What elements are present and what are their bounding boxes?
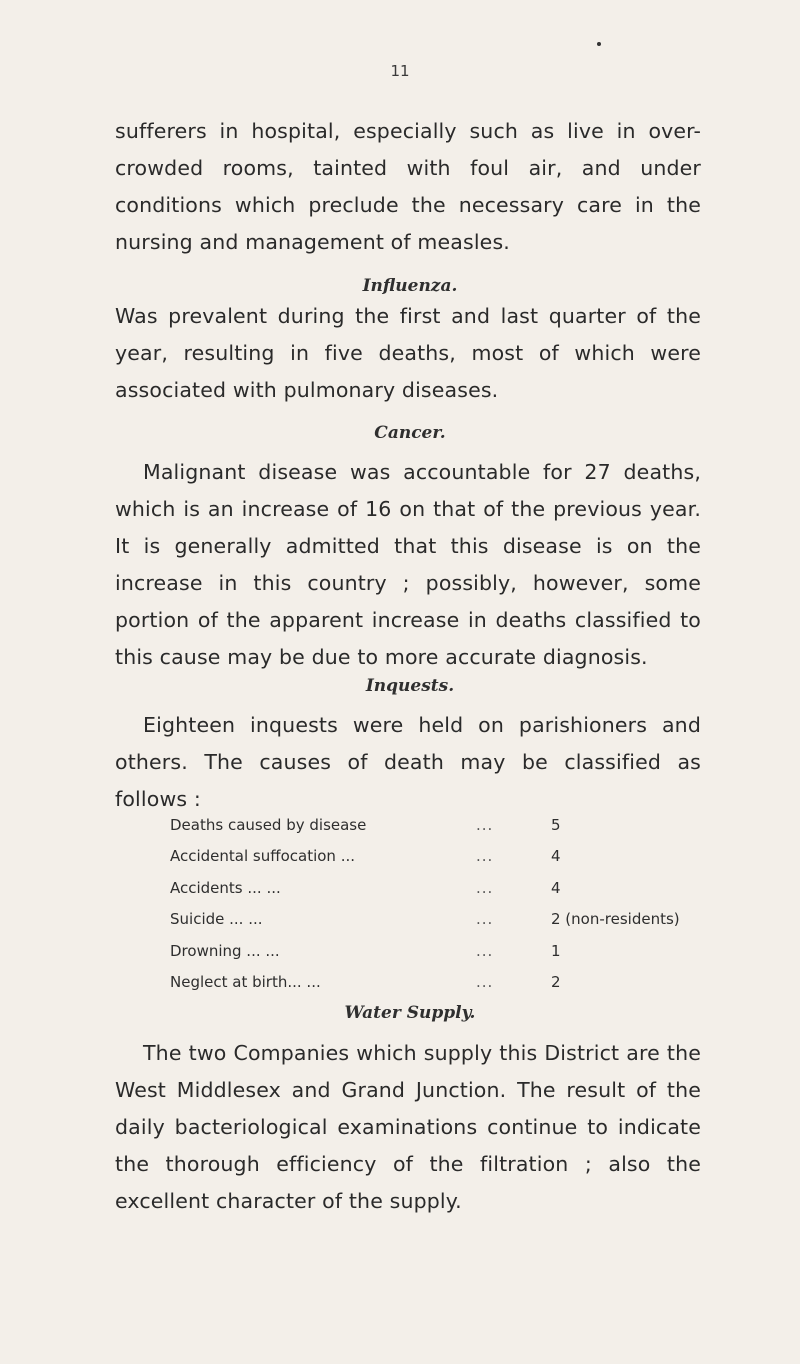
dot-leader: ... — [476, 847, 494, 866]
dot-leader: ... — [476, 973, 494, 992]
cause-label: Suicide ... ... — [170, 910, 263, 929]
heading-influenza — [0, 276, 800, 296]
ink-speck — [597, 42, 601, 46]
cause-count: 4 — [551, 847, 561, 866]
dot-leader: ... — [476, 910, 494, 929]
heading-water-supply — [0, 1003, 800, 1023]
dot-leader: ... — [476, 941, 494, 960]
influenza-paragraph: Was prevalent during the first and last quarter of the year, resulting in five deaths, most of which were associated with pulmonary diseases. — [115, 304, 701, 402]
inquest-causes-table — [170, 809, 796, 998]
cancer-paragraph: Malignant disease was accountable for 27 deaths, which is an increase of 16 on that of the previous year. It is generally admitted that this disease is on the increase in this country ; possibly, however, some portion of the apparent increase in deaths classified to this cause may be due to more accurate diagnosis. — [115, 460, 701, 669]
page-number: 11 — [390, 62, 410, 80]
water-supply-paragraph: The two Companies which supply this District are the West Middlesex and Grand Junction. The result of the daily bacteriological examinations continue to indicate the thorough efficiency of the filtration ; also the excellent character of the supply. — [115, 1041, 701, 1213]
cause-count: 2 (non-residents) — [551, 910, 680, 929]
heading-inquests — [0, 676, 800, 696]
cause-label: Drowning ... ... — [170, 941, 280, 960]
heading-cancer-text: Cancer. — [374, 423, 446, 443]
table-row — [170, 904, 796, 936]
heading-water-supply-text: Water Supply. — [344, 1003, 476, 1023]
table-row — [170, 967, 796, 999]
cause-label: Accidental suffocation ... — [170, 847, 356, 866]
cause-count: 2 — [551, 973, 561, 992]
table-row — [170, 935, 796, 967]
inquests-paragraph: Eighteen inquests were held on parishioners and others. The causes of death may be classified as follows : — [115, 713, 701, 811]
intro-paragraph: sufferers in hospital, especially such as live in over-crowded rooms, tainted with foul air, and under conditions which preclude the necessary care in the nursing and management of measles. — [115, 119, 701, 254]
heading-cancer — [0, 423, 800, 443]
heading-influenza-text: Influenza. — [362, 276, 458, 296]
heading-inquests-text: Inquests. — [365, 676, 455, 696]
cause-label: Deaths caused by disease — [170, 815, 367, 834]
table-row — [170, 809, 796, 841]
cause-count: 4 — [551, 878, 561, 897]
dot-leader: ... — [476, 878, 494, 897]
cause-count: 5 — [551, 815, 561, 834]
cause-label: Accidents ... ... — [170, 878, 281, 897]
table-row — [170, 872, 796, 904]
table-row — [170, 841, 796, 873]
cause-label: Neglect at birth... ... — [170, 973, 321, 992]
dot-leader: ... — [476, 815, 494, 834]
cause-count: 1 — [551, 941, 561, 960]
